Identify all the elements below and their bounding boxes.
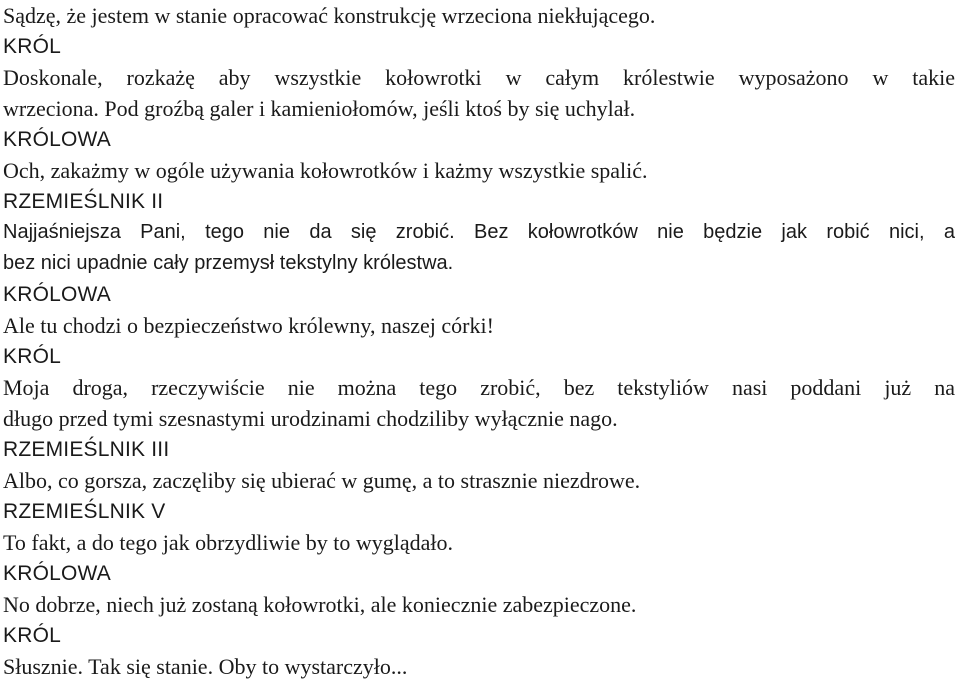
speaker-name: KRÓLOWA — [3, 128, 111, 151]
dialogue-line: Moja droga, rzeczywiście nie można tego zrobić, bez tekstyliów nasi poddani już na — [3, 375, 955, 400]
dialogue-line: wrzeciona. Pod groźbą galer i kamieniołomów, jeśli ktoś by się uchylał. — [3, 96, 636, 121]
dialogue-line: To fakt, a do tego jak obrzydliwie by to wyglądało. — [3, 530, 453, 555]
dialogue-line: bez nici upadnie cały przemysł tekstylny królestwa. — [3, 252, 454, 274]
dialogue-line: Och, zakażmy w ogóle używania kołowrotków i każmy wszystkie spalić. — [3, 158, 648, 183]
dialogue-line: No dobrze, niech już zostaną kołowrotki, ale koniecznie zabezpieczone. — [3, 592, 637, 617]
dialogue-line: Słusznie. Tak się stanie. Oby to wystarczyło... — [3, 654, 408, 679]
dialogue-line: Doskonale, rozkażę aby wszystkie kołowrotki w całym królestwie wyposażono w takie — [3, 65, 955, 90]
speaker-name: KRÓL — [3, 345, 61, 368]
speaker-name: RZEMIEŚLNIK II — [3, 190, 164, 213]
speaker-name: KRÓL — [3, 35, 61, 58]
speaker-name: RZEMIEŚLNIK V — [3, 500, 166, 523]
dialogue-line: długo przed tymi szesnastymi urodzinami chodziliby wyłącznie nago. — [3, 406, 618, 431]
dialogue-line: Sądzę, że jestem w stanie opracować konstrukcję wrzeciona niekłującego. — [3, 3, 656, 28]
speaker-name: KRÓLOWA — [3, 283, 111, 306]
speaker-name: KRÓL — [3, 624, 61, 647]
script-text — [3, 0, 955, 682]
speaker-name: RZEMIEŚLNIK III — [3, 438, 170, 461]
dialogue-line: Ale tu chodzi o bezpieczeństwo królewny, naszej córki! — [3, 313, 494, 338]
dialogue-line: Najjaśniejsza Pani, tego nie da się zrobić. Bez kołowrotków nie będzie jak robić nici, a — [3, 221, 955, 243]
dialogue-line: Albo, co gorsza, zaczęliby się ubierać w gumę, a to strasznie niezdrowe. — [3, 468, 641, 493]
speaker-name: KRÓLOWA — [3, 562, 111, 585]
